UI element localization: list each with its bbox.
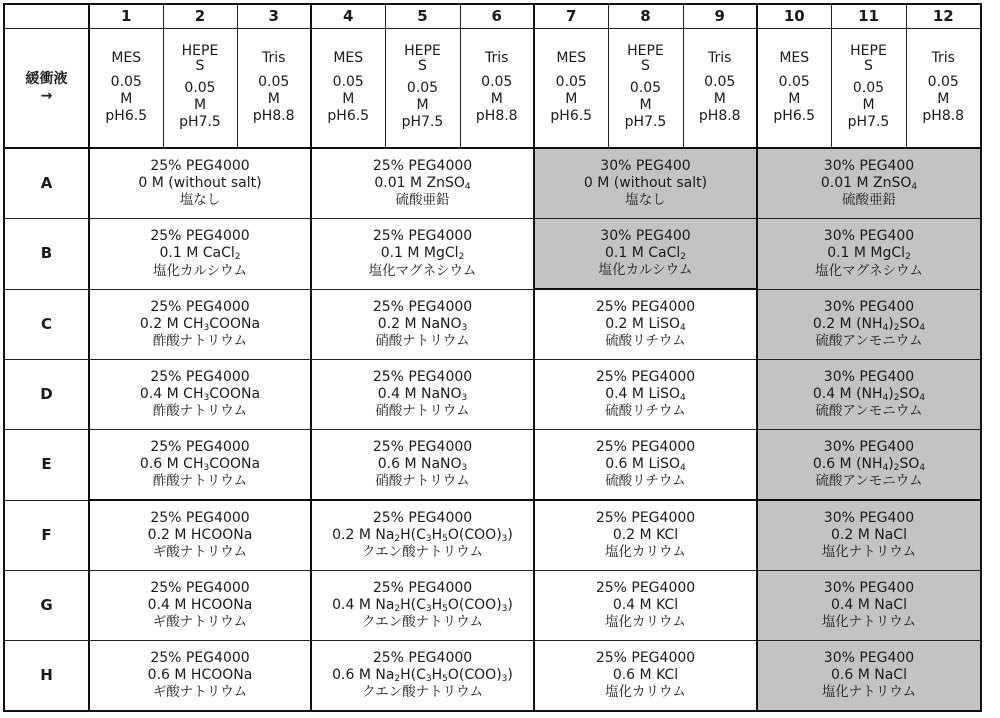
row-label-b: B	[4, 219, 89, 290]
buffer-cell-2	[163, 29, 237, 149]
salt-concentration: 0.1 M MgCl$_2$	[380, 245, 465, 263]
table-row	[4, 430, 981, 501]
buffer-conc-unit: M	[342, 91, 355, 107]
row-label-d: D	[4, 360, 89, 430]
peg-concentration: 30% PEG400	[823, 438, 915, 455]
salt-concentration: 0.4 M $(NH_4)_2SO_4$	[812, 386, 926, 404]
salt-concentration: 0.6 M NaNO$_3$	[377, 456, 468, 474]
salt-name: 塩化カリウム	[605, 614, 686, 631]
peg-concentration: 30% PEG400	[823, 579, 915, 596]
salt-name: 硫酸亜鉛	[842, 192, 896, 209]
buffer-conc-value: 0.05	[406, 79, 439, 96]
peg-concentration: 30% PEG400	[600, 227, 691, 244]
peg-concentration: 25% PEG4000	[595, 368, 696, 385]
salt-name: 塩化マグネシウム	[368, 262, 477, 279]
peg-concentration: 25% PEG4000	[372, 228, 473, 245]
corner-cell	[4, 4, 89, 29]
salt-name: 塩化ナトリウム	[821, 614, 917, 631]
table-row	[4, 641, 981, 712]
buffer-name: HEPES	[404, 43, 441, 74]
peg-concentration: 25% PEG4000	[372, 438, 473, 455]
salt-concentration: 0.2 M NaNO$_3$	[377, 315, 468, 333]
buffer-conc-unit: M	[639, 97, 652, 113]
condition-cell-a-3	[534, 148, 757, 219]
buffer-name: MES	[779, 50, 810, 67]
condition-cell-a-1	[89, 148, 311, 219]
salt-name: 塩化カルシウム	[598, 262, 693, 279]
buffer-cell-11	[831, 29, 906, 149]
condition-cell-g-1	[89, 571, 311, 641]
salt-name: 塩化カリウム	[605, 544, 686, 561]
column-number-12: 12	[906, 4, 981, 29]
column-number-6: 6	[460, 4, 534, 29]
salt-concentration: 0.6 M HCOONa	[147, 667, 253, 684]
screen-condition-table	[3, 3, 982, 712]
buffer-ph: pH7.5	[401, 114, 444, 131]
peg-concentration: 25% PEG4000	[150, 368, 250, 385]
peg-concentration: 25% PEG4000	[595, 579, 696, 596]
buffer-label-arrow: →	[40, 88, 53, 104]
condition-cell-f-4	[757, 500, 981, 571]
row-label-c: C	[4, 289, 89, 360]
peg-concentration: 25% PEG4000	[150, 509, 250, 526]
condition-cell-f-2	[311, 500, 534, 571]
peg-concentration: 25% PEG4000	[595, 298, 696, 315]
condition-cell-d-1	[89, 360, 311, 430]
condition-cell-f-3	[534, 500, 757, 571]
condition-cell-c-4	[757, 289, 981, 360]
salt-concentration: 0.6 M $(NH_4)_2SO_4$	[812, 456, 926, 474]
row-label-f: F	[4, 500, 89, 571]
salt-name: 硫酸リチウム	[605, 473, 686, 490]
buffer-ph: pH7.5	[624, 114, 667, 131]
salt-concentration: 0.4 M LiSO$_4$	[605, 386, 686, 404]
salt-concentration: 0.2 M $(NH_4)_2SO_4$	[812, 315, 926, 333]
buffer-name: Tris	[262, 50, 286, 67]
salt-concentration: 0.4 M $Na_2H(C_3H_5O(COO)_3)$	[332, 597, 513, 615]
salt-name: ギ酸ナトリウム	[152, 544, 248, 561]
buffer-name: MES	[333, 50, 364, 67]
buffer-cell-5	[385, 29, 460, 149]
salt-name: 硫酸リチウム	[605, 333, 686, 350]
column-number-4: 4	[311, 4, 385, 29]
condition-cell-b-3	[534, 219, 757, 290]
salt-name: ギ酸ナトリウム	[152, 684, 248, 701]
salt-concentration: 0.2 M NaCl	[831, 527, 907, 544]
condition-cell-c-2	[311, 289, 534, 360]
buffer-conc-unit: M	[565, 91, 578, 107]
buffer-conc-unit: M	[490, 91, 503, 107]
salt-name: 硫酸亜鉛	[395, 192, 450, 209]
salt-concentration: 0.2 M LiSO$_4$	[605, 316, 686, 334]
row-label-h: H	[4, 641, 89, 712]
salt-concentration: 0.1 M MgCl$_2$	[827, 245, 911, 263]
buffer-ph: pH8.8	[698, 108, 741, 125]
salt-name: 酢酸ナトリウム	[152, 403, 248, 420]
peg-concentration: 25% PEG4000	[150, 228, 250, 245]
buffer-conc-unit: M	[862, 97, 875, 113]
peg-concentration: 30% PEG400	[823, 368, 915, 385]
buffer-ph: pH6.5	[327, 108, 370, 125]
buffer-cell-1	[89, 29, 163, 149]
table-row	[4, 148, 981, 219]
salt-concentration: 0.2 M $CH_3COONa$	[139, 315, 261, 333]
column-number-10: 10	[757, 4, 831, 29]
column-number-9: 9	[683, 4, 757, 29]
salt-concentration: 0.01 M ZnSO$_4$	[374, 175, 471, 193]
buffer-conc-unit: M	[713, 91, 726, 107]
condition-cell-e-4	[757, 430, 981, 501]
buffer-conc-unit: M	[193, 97, 207, 113]
buffer-cell-9	[683, 29, 757, 149]
condition-cell-a-2	[311, 148, 534, 219]
salt-concentration: 0.2 M $Na_2H(C_3H_5O(COO)_3)$	[332, 527, 513, 545]
buffer-row-label	[4, 29, 89, 149]
peg-concentration: 25% PEG4000	[372, 649, 473, 666]
buffer-cell-12	[906, 29, 981, 149]
column-number-row	[4, 4, 981, 29]
condition-cell-f-1	[89, 500, 311, 571]
row-label-g: G	[4, 571, 89, 641]
condition-cell-d-4	[757, 360, 981, 430]
column-number-5: 5	[385, 4, 460, 29]
salt-name: 塩化マグネシウム	[815, 262, 923, 279]
buffer-cell-3	[237, 29, 311, 149]
salt-concentration: 0.2 M KCl	[612, 527, 679, 544]
salt-name: 硫酸アンモニウム	[815, 403, 923, 420]
buffer-ph: pH8.8	[922, 108, 965, 125]
peg-concentration: 30% PEG400	[823, 298, 915, 315]
condition-cell-d-2	[311, 360, 534, 430]
condition-cell-h-2	[311, 641, 534, 712]
condition-cell-e-2	[311, 430, 534, 501]
buffer-conc-value: 0.05	[184, 79, 216, 96]
salt-concentration: 0.2 M HCOONa	[147, 527, 253, 544]
peg-concentration: 25% PEG4000	[150, 298, 250, 315]
buffer-ph: pH8.8	[475, 108, 518, 125]
table-row	[4, 219, 981, 290]
column-number-1: 1	[89, 4, 163, 29]
buffer-conc-value: 0.05	[555, 73, 587, 90]
condition-cell-b-1	[89, 219, 311, 290]
buffer-name: MES	[556, 50, 587, 67]
peg-concentration: 25% PEG4000	[595, 438, 696, 455]
peg-concentration: 30% PEG400	[823, 157, 915, 174]
salt-concentration: 0 M (without salt)	[583, 175, 708, 192]
peg-concentration: 30% PEG400	[823, 509, 915, 526]
buffer-name: Tris	[931, 50, 955, 67]
condition-cell-b-4	[757, 219, 981, 290]
buffer-name: MES	[111, 50, 142, 67]
condition-cell-b-2	[311, 219, 534, 290]
salt-name: 塩化カリウム	[605, 684, 686, 701]
condition-cell-g-2	[311, 571, 534, 641]
salt-concentration: 0.1 M CaCl$_2$	[605, 245, 686, 263]
column-number-8: 8	[608, 4, 683, 29]
salt-name: 硫酸アンモニウム	[815, 473, 923, 490]
salt-concentration: 0.6 M $CH_3COONa$	[139, 456, 261, 474]
column-number-7: 7	[534, 4, 608, 29]
buffer-conc-unit: M	[120, 91, 133, 107]
condition-cell-c-3	[534, 289, 757, 360]
salt-concentration: 0.4 M HCOONa	[147, 597, 253, 614]
condition-cell-e-1	[89, 430, 311, 501]
peg-concentration: 30% PEG400	[600, 157, 691, 174]
peg-concentration: 25% PEG4000	[595, 509, 696, 526]
table-row	[4, 289, 981, 360]
salt-name: 塩化ナトリウム	[821, 544, 917, 561]
salt-concentration: 0.1 M CaCl$_2$	[159, 245, 241, 263]
salt-name: 硝酸ナトリウム	[375, 473, 470, 490]
buffer-conc-unit: M	[416, 97, 429, 113]
condition-cell-h-1	[89, 641, 311, 712]
buffer-name: Tris	[485, 50, 509, 67]
condition-cell-e-3	[534, 430, 757, 501]
table-row	[4, 571, 981, 641]
salt-name: クエン酸ナトリウム	[361, 614, 484, 631]
condition-cell-h-3	[534, 641, 757, 712]
buffer-ph: pH8.8	[252, 108, 295, 125]
condition-cell-h-4	[757, 641, 981, 712]
salt-name: 硝酸ナトリウム	[375, 333, 470, 350]
peg-concentration: 25% PEG4000	[150, 649, 250, 666]
buffer-conc-value: 0.05	[927, 73, 959, 90]
buffer-name: HEPES	[627, 43, 664, 74]
salt-name: クエン酸ナトリウム	[361, 544, 484, 561]
buffer-conc-unit: M	[788, 91, 801, 107]
buffer-ph: pH7.5	[847, 114, 890, 131]
salt-concentration: 0.01 M ZnSO$_4$	[820, 175, 918, 193]
salt-concentration: 0.6 M LiSO$_4$	[605, 456, 686, 474]
salt-concentration: 0.6 M $Na_2H(C_3H_5O(COO)_3)$	[332, 667, 513, 685]
table-row	[4, 360, 981, 430]
salt-name: 硫酸アンモニウム	[815, 333, 923, 350]
peg-concentration: 30% PEG400	[823, 228, 915, 245]
peg-concentration: 25% PEG4000	[150, 438, 250, 455]
buffer-cell-4	[311, 29, 385, 149]
buffer-label-text: 緩衝液	[25, 70, 68, 87]
column-number-11: 11	[831, 4, 906, 29]
salt-concentration: 0.4 M $CH_3COONa$	[139, 386, 261, 404]
condition-cell-a-4	[757, 148, 981, 219]
buffer-ph: pH6.5	[773, 108, 816, 125]
buffer-conc-value: 0.05	[852, 79, 885, 96]
condition-cell-g-3	[534, 571, 757, 641]
peg-concentration: 25% PEG4000	[372, 509, 473, 526]
salt-concentration: 0.6 M KCl	[612, 667, 679, 684]
buffer-conc-value: 0.05	[110, 73, 142, 90]
salt-name: 塩なし	[179, 192, 221, 209]
buffer-cell-7	[534, 29, 608, 149]
buffer-cell-6	[460, 29, 534, 149]
salt-concentration: 0.4 M KCl	[612, 597, 679, 614]
buffer-name: HEPES	[181, 43, 219, 74]
salt-name: クエン酸ナトリウム	[361, 684, 484, 701]
buffer-conc-value: 0.05	[704, 73, 736, 90]
buffer-cell-8	[608, 29, 683, 149]
salt-name: 酢酸ナトリウム	[152, 333, 248, 350]
buffer-ph: pH6.5	[105, 108, 148, 125]
salt-concentration: 0 M (without salt)	[138, 175, 262, 192]
buffer-conc-unit: M	[937, 91, 950, 107]
peg-concentration: 30% PEG400	[823, 649, 915, 666]
table-row	[4, 500, 981, 571]
salt-concentration: 0.4 M NaNO$_3$	[377, 386, 468, 404]
table-body	[4, 4, 981, 711]
condition-cell-d-3	[534, 360, 757, 430]
peg-concentration: 25% PEG4000	[150, 157, 250, 174]
buffer-name: Tris	[708, 50, 732, 67]
peg-concentration: 25% PEG4000	[372, 368, 473, 385]
condition-cell-c-1	[89, 289, 311, 360]
column-number-2: 2	[163, 4, 237, 29]
peg-concentration: 25% PEG4000	[372, 579, 473, 596]
salt-concentration: 0.4 M NaCl	[831, 597, 907, 614]
salt-name: 塩化カルシウム	[152, 262, 248, 279]
buffer-conc-value: 0.05	[258, 73, 290, 90]
buffer-cell-10	[757, 29, 831, 149]
buffer-ph: pH6.5	[550, 108, 593, 125]
buffer-name: HEPES	[850, 43, 887, 74]
salt-name: 塩化ナトリウム	[821, 684, 917, 701]
buffer-conc-value: 0.05	[481, 73, 513, 90]
salt-name: ギ酸ナトリウム	[152, 614, 248, 631]
salt-concentration: 0.6 M NaCl	[831, 667, 907, 684]
buffer-row	[4, 29, 981, 149]
condition-cell-g-4	[757, 571, 981, 641]
peg-concentration: 25% PEG4000	[595, 649, 696, 666]
row-label-a: A	[4, 148, 89, 219]
peg-concentration: 25% PEG4000	[372, 298, 473, 315]
peg-concentration: 25% PEG4000	[150, 579, 250, 596]
buffer-conc-value: 0.05	[332, 73, 364, 90]
column-number-3: 3	[237, 4, 311, 29]
salt-name: 硫酸リチウム	[605, 403, 686, 420]
salt-name: 塩なし	[625, 192, 666, 209]
peg-concentration: 25% PEG4000	[372, 157, 473, 174]
salt-name: 酢酸ナトリウム	[152, 473, 248, 490]
row-label-e: E	[4, 430, 89, 501]
buffer-ph: pH7.5	[179, 114, 221, 131]
buffer-conc-value: 0.05	[629, 79, 662, 96]
buffer-conc-unit: M	[267, 91, 280, 107]
buffer-conc-value: 0.05	[778, 73, 810, 90]
salt-name: 硝酸ナトリウム	[375, 403, 470, 420]
